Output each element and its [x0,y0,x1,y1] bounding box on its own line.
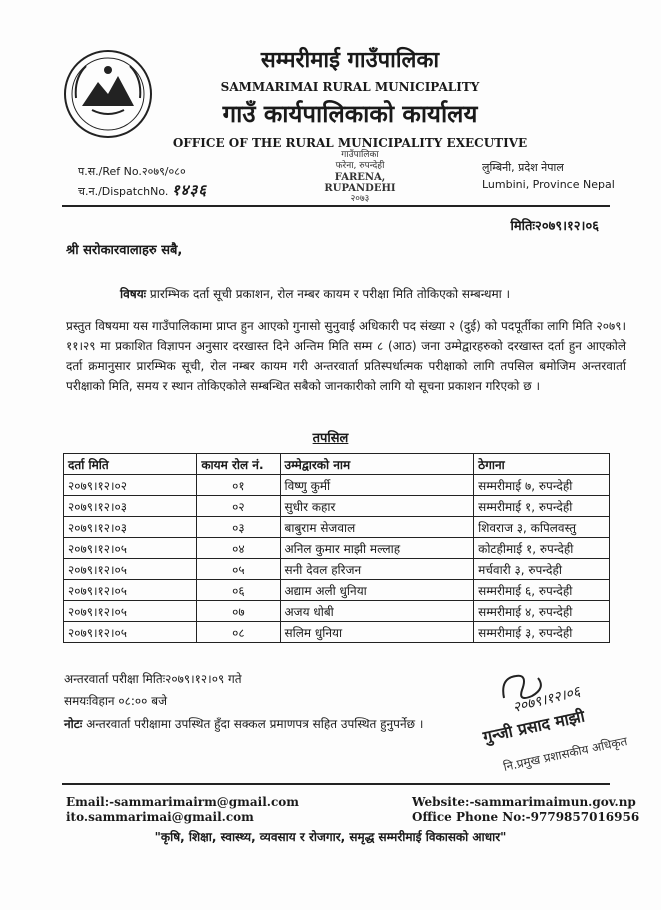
cell-address: सम्मरीमाई ४, रुपन्देही [474,601,610,622]
stamp-en: FARENA, RUPANDEHI [324,172,396,194]
cell-reg-date: २०७९।१२।०३ [64,496,197,517]
cell-reg-date: २०७९।१२।०३ [64,517,197,538]
body-paragraph: प्रस्तुत विषयमा यस गाउँपालिकामा प्राप्त हुन आएको गुनासो सुनुवाई अधिकारी पद संख्या २ (दुई) को पदपूर्तीका लागि मिति २०७९।११।२९ मा प्रकाशित विज्ञापन अनुसार दरखास्त दिने अन्तिम मिति सम्म ८ (आठ) जना उम्मेद्वारहरुको दरखास्त दर्ता हुन आएकोले दर्ता क्रमानुसार प्रारम्भिक सूची, रोल नम्बर कायम गरी अन्तरवार्ता प्रतिस्पर्धात्मक परीक्षाको लागि तपसिल बमोजिम अन्तरवार्ता परीक्षाको मिति, समय र स्थान तोकिएकोले सम्बन्धित सबैको जानकारीको लागि यो सूचना प्रकाशन गरिएको छ । [66,319,626,393]
municipality-name-en: SAMMARIMAI RURAL MUNICIPALITY [220,80,480,94]
header-roll-no: कायम रोल नं. [197,454,280,475]
cell-roll-no: ०७ [197,601,280,622]
office-name-np: गाउँ कार्यपालिकाको कार्यालय [222,100,478,128]
dispatch-label: च.न./DispatchNo. [78,185,169,198]
header-divider [62,205,610,207]
office-name-en: OFFICE OF THE RURAL MUNICIPALITY EXECUTIVE [172,136,528,150]
cell-reg-date: २०७९।१२।०५ [64,559,197,580]
header-address: ठेगाना [474,454,610,475]
cell-roll-no: ०२ [197,496,280,517]
subject-label: विषयः [120,287,147,301]
cell-reg-date: २०७९।१२।०२ [64,475,197,496]
note-text: अन्तरवार्ता परीक्षामा उपस्थित हुँदा सक्कल प्रमाणपत्र सहित उपस्थित हुनुपर्नेछ । [82,717,424,731]
note-line [64,715,423,732]
interview-time: समयःविहान ०८:०० बजे [64,694,167,708]
candidate-table [63,453,610,643]
cell-address: सम्मरीमाई १, रुपन्देही [474,496,610,517]
cell-reg-date: २०७९।१२।०५ [64,538,197,559]
header-candidate-name: उम्मेद्वारको नाम [280,454,474,475]
cell-name: बाबुराम सेजवाल [280,517,474,538]
cell-name: सनी देवल हरिजन [280,559,474,580]
table-row [64,559,610,580]
footer-email-2: ito.sammarimai@gmail.com [66,810,254,824]
subject-line [120,285,510,302]
signatory-name: गुन्जी प्रसाद माझी [481,706,587,747]
table-header-row [64,454,610,475]
footer-phone: Office Phone No:-9779857016956 [412,810,640,824]
salutation: श्री सरोकारवालाहरु सबै, [66,243,183,258]
footer-email-1: Email:-sammarimairm@gmail.com [66,795,299,809]
cell-roll-no: ०४ [197,538,280,559]
cell-roll-no: ०३ [197,517,280,538]
stamp-line1: गाउँपालिका [341,150,379,160]
reference-number: प.स./Ref No.२०७९/०८० [78,165,186,178]
location-en: Lumbini, Province Nepal [482,178,615,191]
header-reg-date: दर्ता मिति [64,454,197,475]
cell-name: अजय धोबी [280,601,474,622]
signatory-title: नि.प्रमुख प्रशासकीय अधिकृत [502,734,629,774]
table-row [64,622,610,643]
cell-reg-date: २०७९।१२।०५ [64,622,197,643]
letter-date: मितिः२०७९।१२।०६ [510,219,599,234]
cell-name: अनिल कुमार माझी मल्लाह [280,538,474,559]
location-np: लुम्बिनी, प्रदेश नेपाल [482,161,564,174]
stamp-line2: फरेना, रुपन्देही [335,161,385,171]
dispatch-number [78,180,207,200]
table-row [64,580,610,601]
cell-address: मर्चवारी ३, रुपन्देही [474,559,610,580]
cell-name: सलिम धुनिया [280,622,474,643]
table-row [64,601,610,622]
footer-motto: "कृषि, शिक्षा, स्वास्थ्य, व्यवसाय र रोजगार, समृद्ध सम्मरीमाई विकासको आधार" [154,830,507,844]
municipality-name-np: सम्मरीमाई गाउँपालिका [260,48,440,73]
table-title: तपसिल [312,431,349,446]
dispatch-number-handwritten: १४३६ [171,181,208,199]
table-row [64,496,610,517]
cell-reg-date: २०७९।१२।०५ [64,601,197,622]
cell-name: सुधीर कहार [280,496,474,517]
cell-roll-no: ०५ [197,559,280,580]
signature-date: २०७९।१२।०६ [511,683,582,717]
interview-date: अन्तरवार्ता परीक्षा मितिः२०७९।१२।०९ गते [64,672,242,686]
cell-address: कोटहीमाई १, रुपन्देही [474,538,610,559]
subject-text: प्रारम्भिक दर्ता सूची प्रकाशन, रोल नम्बर कायम र परीक्षा मिति तोकिएको सम्बन्धमा । [146,287,511,301]
cell-name: विष्णु कुर्मी [280,475,474,496]
nepal-emblem-logo [62,48,154,140]
table-row [64,538,610,559]
stamp-year: २०७३ [350,194,370,204]
cell-roll-no: ०१ [197,475,280,496]
cell-name: अद्याम अली धुनिया [280,580,474,601]
cell-address: शिवराज ३, कपिलवस्तु [474,517,610,538]
cell-address: सम्मरीमाई ७, रुपन्देही [474,475,610,496]
cell-address: सम्मरीमाई ३, रुपन्देही [474,622,610,643]
footer-website: Website:-sammarimaimun.gov.np [412,795,636,809]
table-row [64,517,610,538]
cell-roll-no: ०६ [197,580,280,601]
cell-reg-date: २०७९।१२।०५ [64,580,197,601]
cell-address: सम्मरीमाई ६, रुपन्देही [474,580,610,601]
cell-roll-no: ०८ [197,622,280,643]
footer-divider [62,783,610,785]
table-row [64,475,610,496]
note-label: नोटः [64,717,83,731]
office-stamp [300,150,420,205]
